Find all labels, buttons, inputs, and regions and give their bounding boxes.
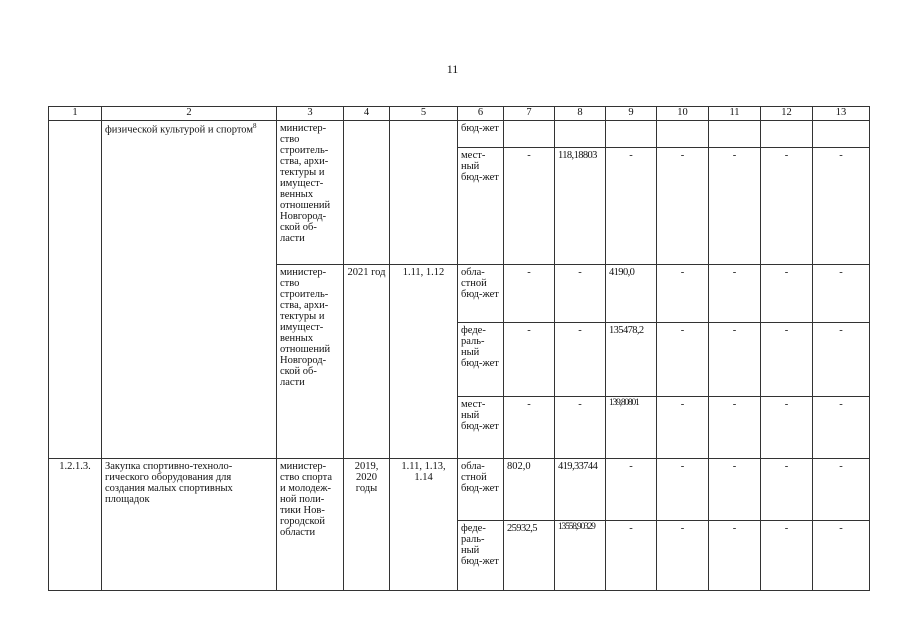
table-row — [49, 121, 870, 148]
value-cell: - — [555, 265, 606, 323]
footnote-mark: 8 — [252, 122, 257, 130]
value-cell: 139,80801 — [606, 397, 657, 459]
column-number: 4 — [344, 107, 390, 121]
value-cell: - — [709, 521, 761, 591]
column-number: 13 — [813, 107, 870, 121]
column-number-row — [49, 107, 870, 121]
column-number: 5 — [390, 107, 458, 121]
period-cell — [344, 121, 390, 265]
column-number: 2 — [102, 107, 277, 121]
value-cell: - — [709, 397, 761, 459]
value-cell: - — [813, 323, 870, 397]
value-cell: 13558,90329 — [555, 521, 606, 591]
source-cell: феде-раль-ный бюд-жет — [458, 323, 504, 397]
value-cell: - — [657, 397, 709, 459]
value-cell: 4190,0 — [606, 265, 657, 323]
period-cell: 2019, 2020 годы — [344, 459, 390, 591]
column-number: 8 — [555, 107, 606, 121]
source-cell: обла-стной бюд-жет — [458, 459, 504, 521]
item-name-cell: Закупка спортивно-техноло-гического оборудования для создания малых спортивных площадок — [102, 459, 277, 591]
targets-cell — [390, 121, 458, 265]
responsible-cell: министер-ство строитель-ства, архи-тектуры и имущест-венных отношений Новгород-ской об-ласти — [277, 121, 344, 265]
column-number: 3 — [277, 107, 344, 121]
column-number: 12 — [761, 107, 813, 121]
value-cell: - — [555, 323, 606, 397]
value-cell: - — [761, 323, 813, 397]
item-name-cell: физической культурой и спортом$^8$ — [102, 121, 277, 459]
value-cell — [555, 121, 606, 148]
value-cell: - — [761, 148, 813, 265]
value-cell: - — [657, 148, 709, 265]
column-number: 1 — [49, 107, 102, 121]
budget-table — [48, 106, 870, 591]
item-number-cell — [49, 121, 102, 459]
value-cell — [606, 121, 657, 148]
value-cell: 25932,5 — [504, 521, 555, 591]
value-cell — [709, 121, 761, 148]
value-cell: - — [813, 521, 870, 591]
page-number: 11 — [446, 62, 459, 76]
value-cell: 118,18803 — [555, 148, 606, 265]
value-cell: 135478,2 — [606, 323, 657, 397]
source-cell: мест-ный бюд-жет — [458, 148, 504, 265]
value-cell: - — [709, 148, 761, 265]
value-cell: - — [657, 521, 709, 591]
responsible-cell: министер-ство спорта и молодеж-ной поли-тики Нов-городской области — [277, 459, 344, 591]
value-cell: - — [709, 265, 761, 323]
value-cell — [504, 121, 555, 148]
value-cell: - — [504, 148, 555, 265]
value-cell: - — [606, 459, 657, 521]
value-cell: - — [761, 521, 813, 591]
value-cell: - — [606, 521, 657, 591]
value-cell: - — [709, 459, 761, 521]
source-cell: бюд-жет — [458, 121, 504, 148]
value-cell: - — [657, 265, 709, 323]
value-cell: - — [813, 148, 870, 265]
value-cell: - — [657, 459, 709, 521]
column-number: 10 — [657, 107, 709, 121]
table-row — [49, 459, 870, 521]
value-cell: - — [813, 265, 870, 323]
value-cell — [657, 121, 709, 148]
value-cell: - — [504, 397, 555, 459]
value-cell: - — [606, 148, 657, 265]
value-cell: - — [709, 323, 761, 397]
period-cell: 2021 год — [344, 265, 390, 459]
column-number: 11 — [709, 107, 761, 121]
source-cell: обла-стной бюд-жет — [458, 265, 504, 323]
value-cell: - — [657, 323, 709, 397]
source-cell: мест-ный бюд-жет — [458, 397, 504, 459]
value-cell — [761, 121, 813, 148]
value-cell: - — [504, 323, 555, 397]
value-cell: - — [761, 265, 813, 323]
value-cell: - — [761, 397, 813, 459]
column-number: 7 — [504, 107, 555, 121]
value-cell: - — [504, 265, 555, 323]
value-cell — [813, 121, 870, 148]
item-number-cell: 1.2.1.3. — [49, 459, 102, 591]
value-cell: 802,0 — [504, 459, 555, 521]
value-cell: - — [813, 459, 870, 521]
value-cell: - — [555, 397, 606, 459]
responsible-cell: министер-ство строитель-ства, архи-тектуры и имущест-венных отношений Новгород-ской об-ласти — [277, 265, 344, 459]
targets-cell: 1.11, 1.12 — [390, 265, 458, 459]
value-cell: - — [813, 397, 870, 459]
value-cell: 419,33744 — [555, 459, 606, 521]
column-number: 6 — [458, 107, 504, 121]
value-cell: - — [761, 459, 813, 521]
column-number: 9 — [606, 107, 657, 121]
targets-cell: 1.11, 1.13, 1.14 — [390, 459, 458, 591]
source-cell: феде-раль-ный бюд-жет — [458, 521, 504, 591]
